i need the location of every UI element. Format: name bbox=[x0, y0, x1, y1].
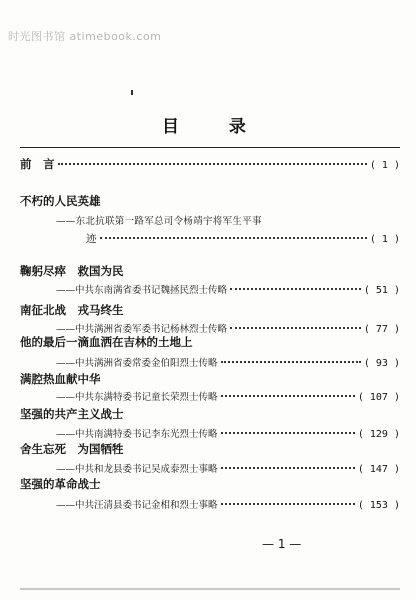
scan-speck bbox=[131, 90, 133, 95]
entry-title[interactable]: 南征北战 戎马终生 bbox=[20, 303, 124, 317]
entry-subtitle: ——东北抗联第一路军总司令杨靖宇将军生平事 bbox=[56, 216, 262, 227]
leader-dots bbox=[58, 153, 367, 165]
toc-entry-line[interactable] bbox=[56, 496, 400, 511]
leader-dots bbox=[230, 278, 361, 290]
page-number: ( 1 ) bbox=[369, 160, 400, 171]
bottom-edge bbox=[20, 588, 400, 590]
entry-title[interactable]: 不朽的人民英雄 bbox=[20, 194, 101, 208]
page-number: ( 93 ) bbox=[363, 358, 400, 369]
leader-dots bbox=[230, 317, 361, 329]
page-number: ( 1 ) bbox=[369, 234, 400, 245]
entry-subtitle: ——中共满洲省委常委金伯阳烈士传略 bbox=[56, 358, 218, 369]
entry-title[interactable]: 他的最后一滴血洒在吉林的土地上 bbox=[20, 335, 193, 349]
entry-subtitle: ——中共东南满省委书记魏拯民烈士传略 bbox=[56, 285, 228, 296]
page-footer-number: — 1 — bbox=[262, 537, 302, 551]
toc-preface[interactable] bbox=[20, 156, 400, 172]
page-number: ( 129 ) bbox=[357, 429, 400, 440]
toc-entry-line[interactable] bbox=[56, 354, 400, 369]
leader-dots bbox=[221, 457, 355, 469]
page-number: ( 51 ) bbox=[363, 285, 400, 296]
entry-subtitle: ——中共和龙县委书记吴成泰烈士事略 bbox=[56, 464, 218, 475]
entry-subtitle-cont: 迹 bbox=[86, 233, 97, 245]
toc-entry-line[interactable] bbox=[86, 230, 400, 246]
entry-title[interactable]: 舍生忘死 为国牺牲 bbox=[20, 442, 124, 456]
entry-title[interactable]: 坚强的共产主义战士 bbox=[20, 407, 124, 421]
entry-subtitle: ——中共南满特委书记李东光烈士传略 bbox=[56, 429, 218, 440]
entry-title[interactable]: 鞠躬尽瘁 救国为民 bbox=[20, 264, 124, 278]
entry-title[interactable]: 满腔热血献中华 bbox=[20, 372, 101, 386]
leader-dots bbox=[221, 493, 355, 505]
entry-subtitle: ——中共东满特委书记童长荣烈士传略 bbox=[56, 392, 218, 403]
page-number: ( 107 ) bbox=[357, 392, 400, 403]
entry-subtitle: ——中共满洲省委军委书记杨林烈士传略 bbox=[56, 324, 228, 335]
leader-dots bbox=[100, 227, 367, 239]
leader-dots bbox=[221, 351, 361, 363]
page-title: 目 录 bbox=[162, 117, 268, 137]
page-number: ( 77 ) bbox=[363, 324, 400, 335]
toc-entry-line[interactable] bbox=[56, 281, 400, 296]
toc-entry-line[interactable] bbox=[56, 320, 400, 335]
leader-dots bbox=[221, 422, 355, 434]
toc-entry-line[interactable] bbox=[56, 460, 400, 475]
toc-entry-line[interactable] bbox=[56, 425, 400, 440]
page-number: ( 153 ) bbox=[357, 500, 400, 511]
title-divider bbox=[20, 147, 400, 148]
toc-entry-line[interactable] bbox=[56, 388, 400, 403]
entry-subtitle: ——中共汪清县委书记金相和烈士事略 bbox=[56, 500, 218, 511]
preface-label: 前 言 bbox=[20, 157, 55, 171]
page-number: ( 147 ) bbox=[357, 464, 400, 475]
leader-dots bbox=[221, 385, 355, 397]
watermark: 时光图书馆 atimebook.com bbox=[8, 30, 162, 43]
entry-title[interactable]: 坚强的革命战士 bbox=[20, 477, 101, 491]
